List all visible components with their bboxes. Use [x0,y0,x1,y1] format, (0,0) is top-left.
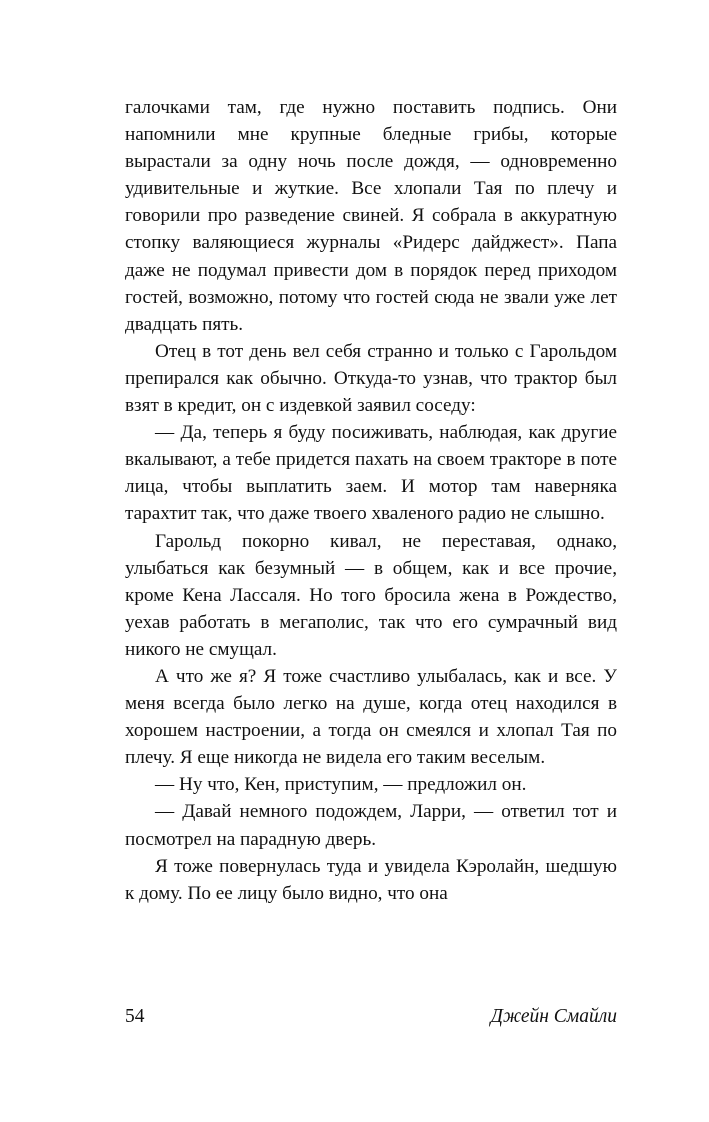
page-number: 54 [125,1006,145,1027]
paragraph-3: — Да, теперь я буду посиживать, наблюдая, как другие вкалывают, а тебе придется пахать на своем тракторе в поте лица, чтобы выплатить заем. И мотор там наверняка тарахтит так, что даже твоего хваленого радио не слышно. [125,422,617,525]
paragraph-8: Я тоже повернулась туда и увидела Кэролайн, шедшую к дому. По ее лицу было видно, что она [125,855,617,904]
running-footer-author: Джейн Смайли [490,1006,617,1027]
paragraph-2: Отец в тот день вел себя странно и только с Гарольдом препирался как обычно. Откуда-то узнав, что трактор был взят в кредит, он с издевкой заявил соседу: [125,340,617,417]
page-body-text [125,94,617,907]
paragraph-4: Гарольд покорно кивал, не переставая, однако, улыбаться как безумный — в общем, как и все прочие, кроме Кена Лассаля. Но того бросила жена в Рождество, уехав работать в мегаполис, так что его сумрачный вид никого не смущал. [125,530,617,660]
paragraph-7: — Давай немного подождем, Ларри, — ответил тот и посмотрел на парадную дверь. [125,801,617,850]
paragraph-5: А что же я? Я тоже счастливо улыбалась, как и все. У меня всегда было легко на душе, когда отец находился в хорошем настроении, а тогда он смеялся и хлопал Тая по плечу. Я еще никогда не видела его таким веселым. [125,665,617,769]
paragraph-6: — Ну что, Кен, приступим, — предложил он. [155,774,527,796]
paragraph-1: галочками там, где нужно поставить подпись. Они напомнили мне крупные бледные грибы, которые вырастали за одну ночь после дождя, — одновременно удивительные и жуткие. Все хлопали Тая по плечу и говорили про разведение свиней. Я собрала в аккуратную стопку валяющиеся журналы «Ридерс дайджест». Папа даже не подумал привести дом в порядок перед приходом гостей, возможно, потому что гостей сюда не звали уже лет двадцать пять. [125,97,617,335]
